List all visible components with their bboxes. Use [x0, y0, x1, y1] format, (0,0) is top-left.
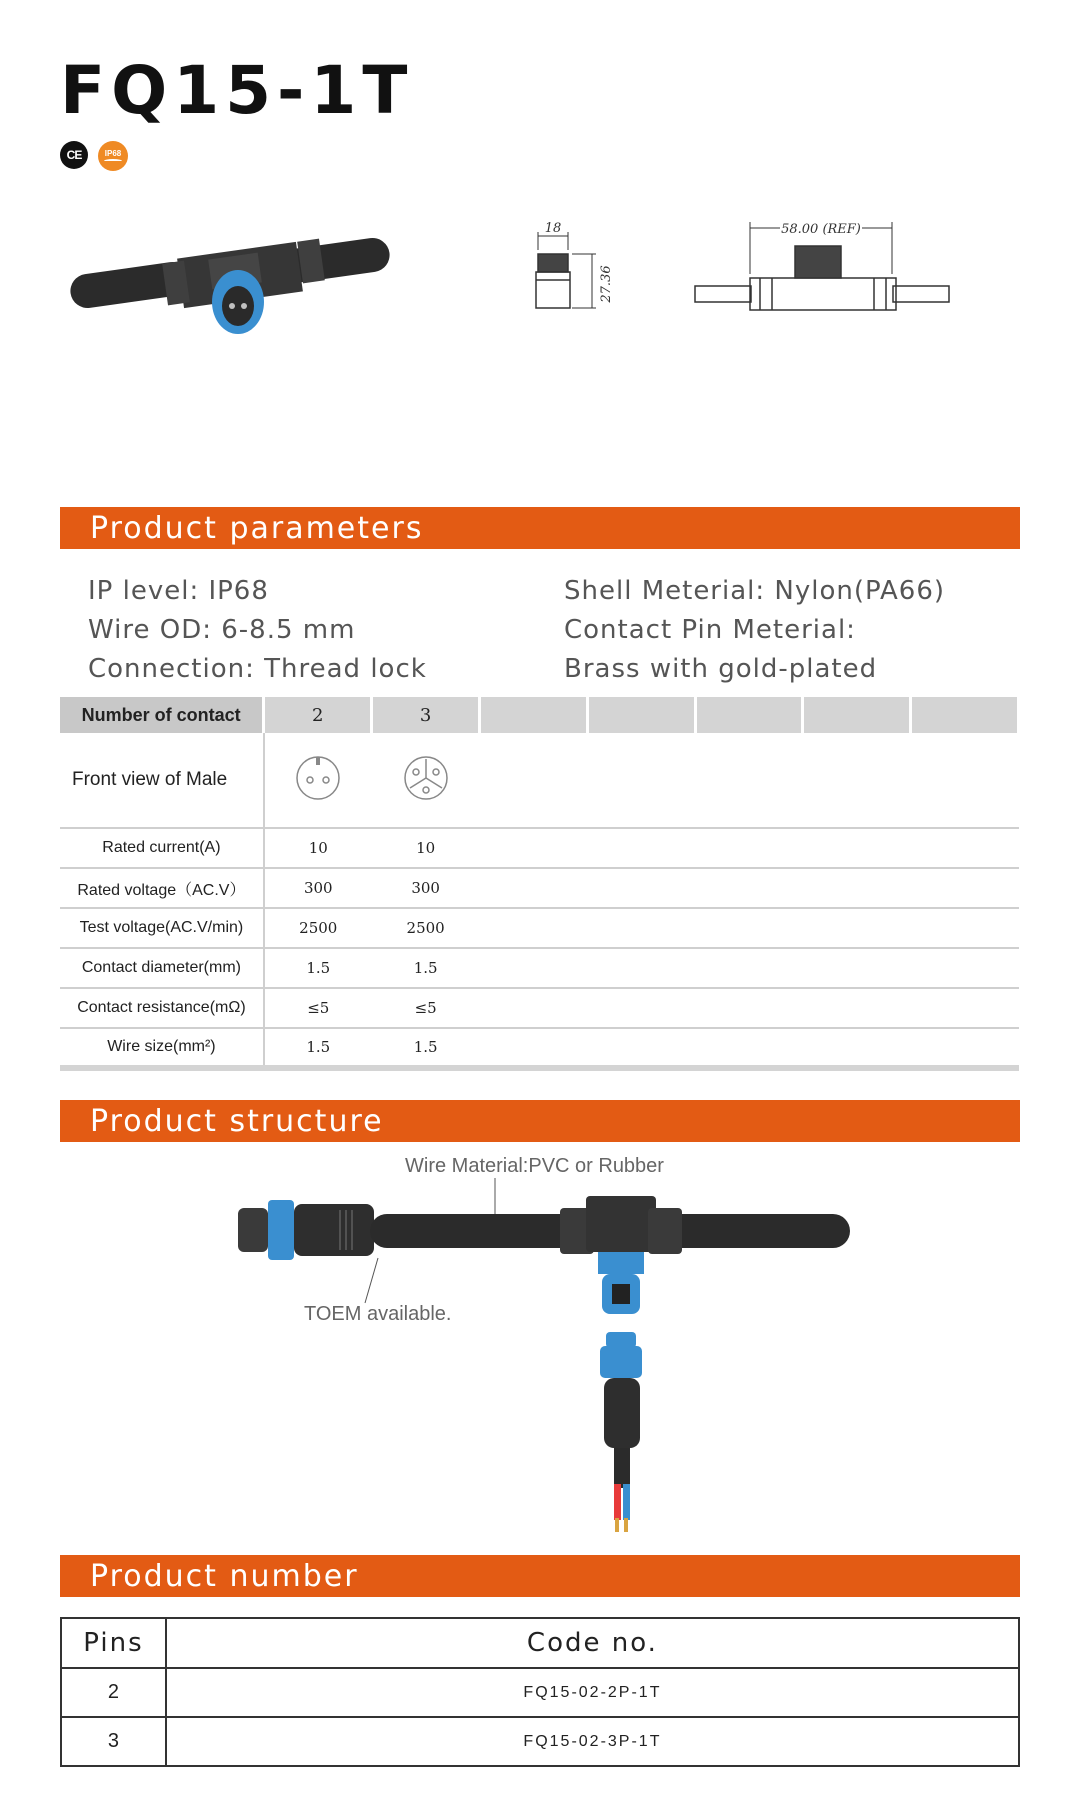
spec-front-view-row	[60, 733, 1019, 828]
param-contact-pin-material: Contact Pin Meterial:	[564, 615, 856, 645]
spec-col-2: 2	[264, 697, 372, 733]
female-plug-render	[600, 1332, 642, 1532]
row-label: Wire size(mm²)	[60, 1028, 264, 1068]
spec-header-row	[60, 697, 1019, 733]
row-value: 10	[264, 828, 372, 868]
pins-header: Pins	[61, 1618, 166, 1668]
row-label: Rated voltage（AC.V）	[60, 868, 264, 908]
oem-leader-line	[365, 1258, 378, 1303]
product-number-table	[60, 1617, 1020, 1767]
param-connection: Connection: Thread lock	[88, 654, 427, 684]
code-value: FQ15-02-3P-1T	[166, 1717, 1019, 1766]
row-value: 300	[372, 868, 480, 908]
spec-table	[60, 697, 1020, 1071]
pin-layout-3-icon	[403, 755, 449, 801]
front-view-3pin	[372, 733, 480, 828]
certification-marks	[60, 141, 128, 171]
spec-row-rated-current	[60, 828, 1019, 868]
product-structure-illustration	[220, 1148, 860, 1548]
front-view-label: Front view of Male	[60, 733, 264, 828]
row-value: 2500	[372, 908, 480, 948]
row-label: Contact diameter(mm)	[60, 948, 264, 988]
row-value: ≤5	[372, 988, 480, 1028]
section-product-parameters: Product parameters	[60, 507, 1020, 549]
ce-icon: CE	[60, 141, 88, 169]
code-value: FQ15-02-2P-1T	[166, 1668, 1019, 1717]
spec-row-wire-size	[60, 1028, 1019, 1068]
parameters-right-column	[564, 572, 945, 689]
spec-row-test-voltage	[60, 908, 1019, 948]
row-value: 1.5	[372, 1028, 480, 1068]
row-value: 1.5	[264, 1028, 372, 1068]
ip68-label: IP68	[104, 149, 122, 158]
table-row	[61, 1717, 1019, 1766]
row-label: Test voltage(AC.V/min)	[60, 908, 264, 948]
front-view-2pin	[264, 733, 372, 828]
row-value: 300	[264, 868, 372, 908]
product-title: FQ15-1T	[60, 52, 414, 129]
dim-height: 27.36	[599, 265, 614, 303]
row-value: 1.5	[372, 948, 480, 988]
code-header: Code no.	[166, 1618, 1019, 1668]
table-row	[61, 1668, 1019, 1717]
product-render	[68, 236, 392, 334]
param-ip-level: IP level: IP68	[88, 576, 269, 606]
param-wire-od: Wire OD: 6-8.5 mm	[88, 615, 356, 645]
dim-width: 18	[544, 221, 562, 236]
dim-length: 58.00 (REF)	[781, 222, 861, 237]
section-product-structure: Product structure	[60, 1100, 1020, 1142]
param-shell-material: Shell Meterial: Nylon(PA66)	[564, 576, 946, 606]
t-body-render	[560, 1196, 682, 1314]
row-label: Rated current(A)	[60, 828, 264, 868]
row-value: 10	[372, 828, 480, 868]
wire-material-label: Wire Material:PVC or Rubber	[405, 1155, 664, 1177]
row-value: 2500	[264, 908, 372, 948]
male-plug-render	[238, 1200, 374, 1260]
parameters-left-column	[88, 572, 427, 689]
pins-value: 3	[61, 1717, 166, 1766]
product-hero-drawings	[60, 220, 1020, 400]
row-value: 1.5	[264, 948, 372, 988]
oem-label: TOEM available.	[304, 1303, 452, 1325]
pins-value: 2	[61, 1668, 166, 1717]
side-view-drawing	[536, 232, 596, 308]
spec-header-label: Number of contact	[60, 697, 264, 733]
pin-layout-2-icon	[295, 755, 341, 801]
row-label: Contact resistance(mΩ)	[60, 988, 264, 1028]
spec-row-contact-diameter	[60, 948, 1019, 988]
param-contact-pin-plating: Brass with gold-plated	[564, 654, 878, 684]
product-number-header-row	[61, 1618, 1019, 1668]
section-product-number: Product number	[60, 1555, 1020, 1597]
row-value: ≤5	[264, 988, 372, 1028]
ip68-icon	[98, 141, 128, 171]
spec-row-rated-voltage	[60, 868, 1019, 908]
spec-col-3: 3	[372, 697, 480, 733]
spec-row-contact-resistance	[60, 988, 1019, 1028]
